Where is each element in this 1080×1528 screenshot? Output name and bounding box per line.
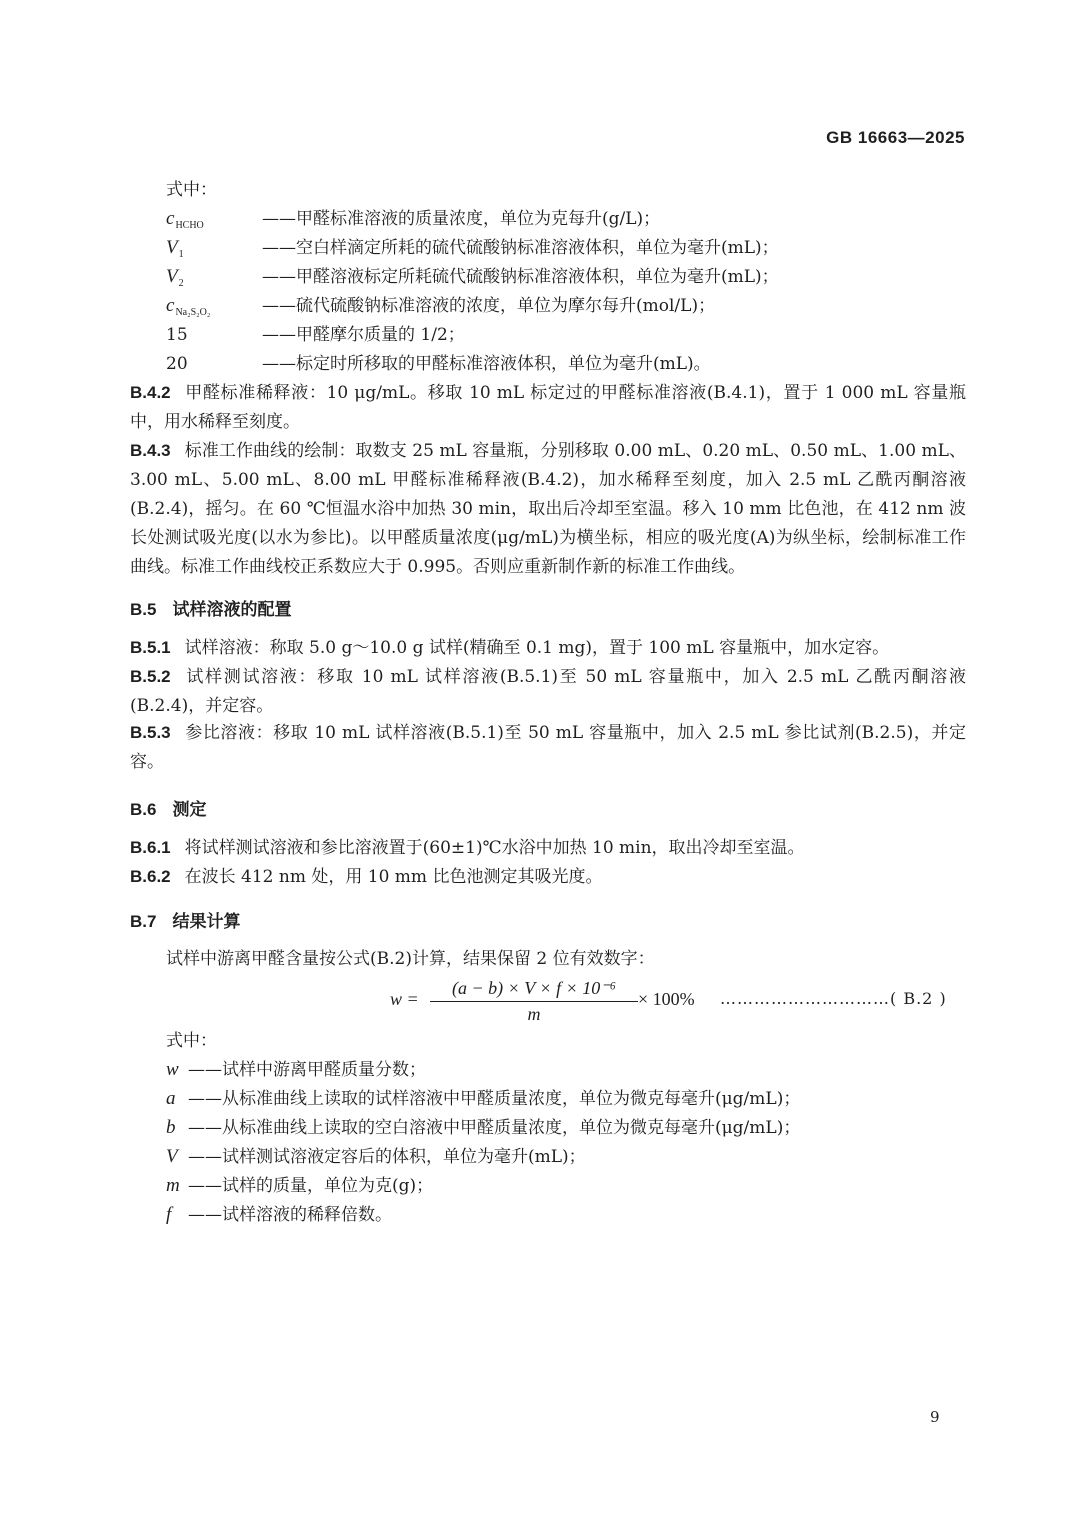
where-label-2: 式中： (166, 1031, 217, 1051)
symbol: $c_{Na_2S_2O_2}$ (166, 295, 211, 318)
definition-text: ——甲醛摩尔质量的 1/2； (262, 325, 465, 345)
equation-label: ( B.2 ) (890, 989, 947, 1008)
symbol: a (166, 1088, 176, 1109)
definition-text: ——标定时所移取的甲醛标准溶液体积，单位为毫升(mL)。 (262, 354, 711, 374)
definition-text: ——硫代硫酸钠标准溶液的浓度，单位为摩尔每升(mol/L)； (262, 296, 716, 316)
standard-code: GB 16663—2025 (826, 128, 965, 147)
definition-text: ——甲醛溶液标定所耗硫代硫酸钠标准溶液体积，单位为毫升(mL)； (262, 267, 779, 287)
clause-b4-3: B.4.3 标准工作曲线的绘制：取数支 25 mL 容量瓶，分别移取 0.00 mL、0.20 mL、0.50 mL、1.00 mL、3.00 mL、5.00 mL、8.00 mL 甲醛标准稀释液(B.4.2)，加水稀释至刻度，加入 2.5 mL 乙酰丙酮溶液(B.2.4)，摇匀。在 60 ℃恒温水浴中加热 30 min，取出后冷却至室温。移入 10 mm 比色池，在 412 nm 波长处测试吸光度(以水为参比)。以甲醛质量浓度(μg/mL)为横坐标，相应的吸光度(A)为纵坐标，绘制标准工作曲线。标准工作曲线校正系数应大于 0.995。否则应重新制作新的标准工作曲线。 (130, 441, 966, 577)
where-label-1: 式中： (166, 180, 217, 200)
clause-b6-2: B.6.2 在波长 412 nm 处，用 10 mm 比色池测定其吸光度。 (130, 867, 603, 887)
clause-b5-3: B.5.3 参比溶液：移取 10 mL 试样溶液(B.5.1)至 50 mL 容量瓶中，加入 2.5 mL 参比试剂(B.2.5)，并定容。 (130, 723, 966, 772)
definition-text: ——甲醛标准溶液的质量浓度，单位为克每升(g/L)； (262, 209, 661, 229)
section-heading-b6: B.6 测定 (130, 800, 207, 819)
symbol: $V_1$ (166, 237, 184, 260)
symbol: $c_{HCHO}$ (166, 208, 204, 231)
definition-text: ——试样中游离甲醛质量分数； (188, 1060, 426, 1080)
section-heading-b7: B.7 结果计算 (130, 912, 241, 931)
definition-text: ——试样测试溶液定容后的体积，单位为毫升(mL)； (188, 1147, 586, 1167)
equation-denominator: m (527, 1004, 541, 1024)
section-heading-b5: B.5 试样溶液的配置 (130, 600, 292, 619)
equation-leader-dots: …………………………( B.2 ) (720, 989, 947, 1008)
clause-b5-1: B.5.1 试样溶液：称取 5.0 g～10.0 g 试样(精确至 0.1 mg)，置于 100 mL 容量瓶中，加水定容。 (130, 638, 890, 658)
equation-rhs: × 100% (638, 989, 695, 1009)
symbol: f (166, 1204, 172, 1225)
equation-lhs: w = (390, 989, 419, 1009)
equation-b2 (380, 978, 970, 1026)
clause-b5-2: B.5.2 试样测试溶液：移取 10 mL 试样溶液(B.5.1)至 50 mL 容量瓶中，加入 2.5 mL 乙酰丙酮溶液(B.2.4)，并定容。 (130, 667, 966, 716)
symbol: V (166, 1146, 178, 1167)
definition-text: ——从标准曲线上读取的空白溶液中甲醛质量浓度，单位为微克每毫升(μg/mL)； (188, 1118, 801, 1138)
symbol: 15 (166, 325, 188, 345)
page-number: 9 (930, 1408, 940, 1426)
definition-text: ——空白样滴定所耗的硫代硫酸钠标准溶液体积，单位为毫升(mL)； (262, 238, 779, 258)
equation-fraction (430, 978, 638, 1025)
clause-b4-2: B.4.2 甲醛标准稀释液：10 μg/mL。移取 10 mL 标定过的甲醛标准溶液(B.4.1)，置于 1 000 mL 容量瓶中，用水稀释至刻度。 (130, 383, 966, 432)
clause-b6-1: B.6.1 将试样测试溶液和参比溶液置于(60±1)℃水浴中加热 10 min，取出冷却至室温。 (130, 838, 805, 858)
symbol: b (166, 1117, 176, 1138)
symbol: w (166, 1059, 179, 1080)
definition-text: ——试样溶液的稀释倍数。 (188, 1205, 392, 1225)
symbol: 20 (166, 354, 188, 374)
equation-numerator: (a − b) × V × f × 10⁻⁶ (430, 978, 638, 1002)
definition-text: ——试样的质量，单位为克(g)； (188, 1176, 434, 1196)
formula-intro: 试样中游离甲醛含量按公式(B.2)计算，结果保留 2 位有效数字： (166, 949, 655, 969)
symbol: $V_2$ (166, 266, 184, 289)
symbol: m (166, 1175, 180, 1196)
definition-text: ——从标准曲线上读取的试样溶液中甲醛质量浓度，单位为微克每毫升(μg/mL)； (188, 1089, 801, 1109)
